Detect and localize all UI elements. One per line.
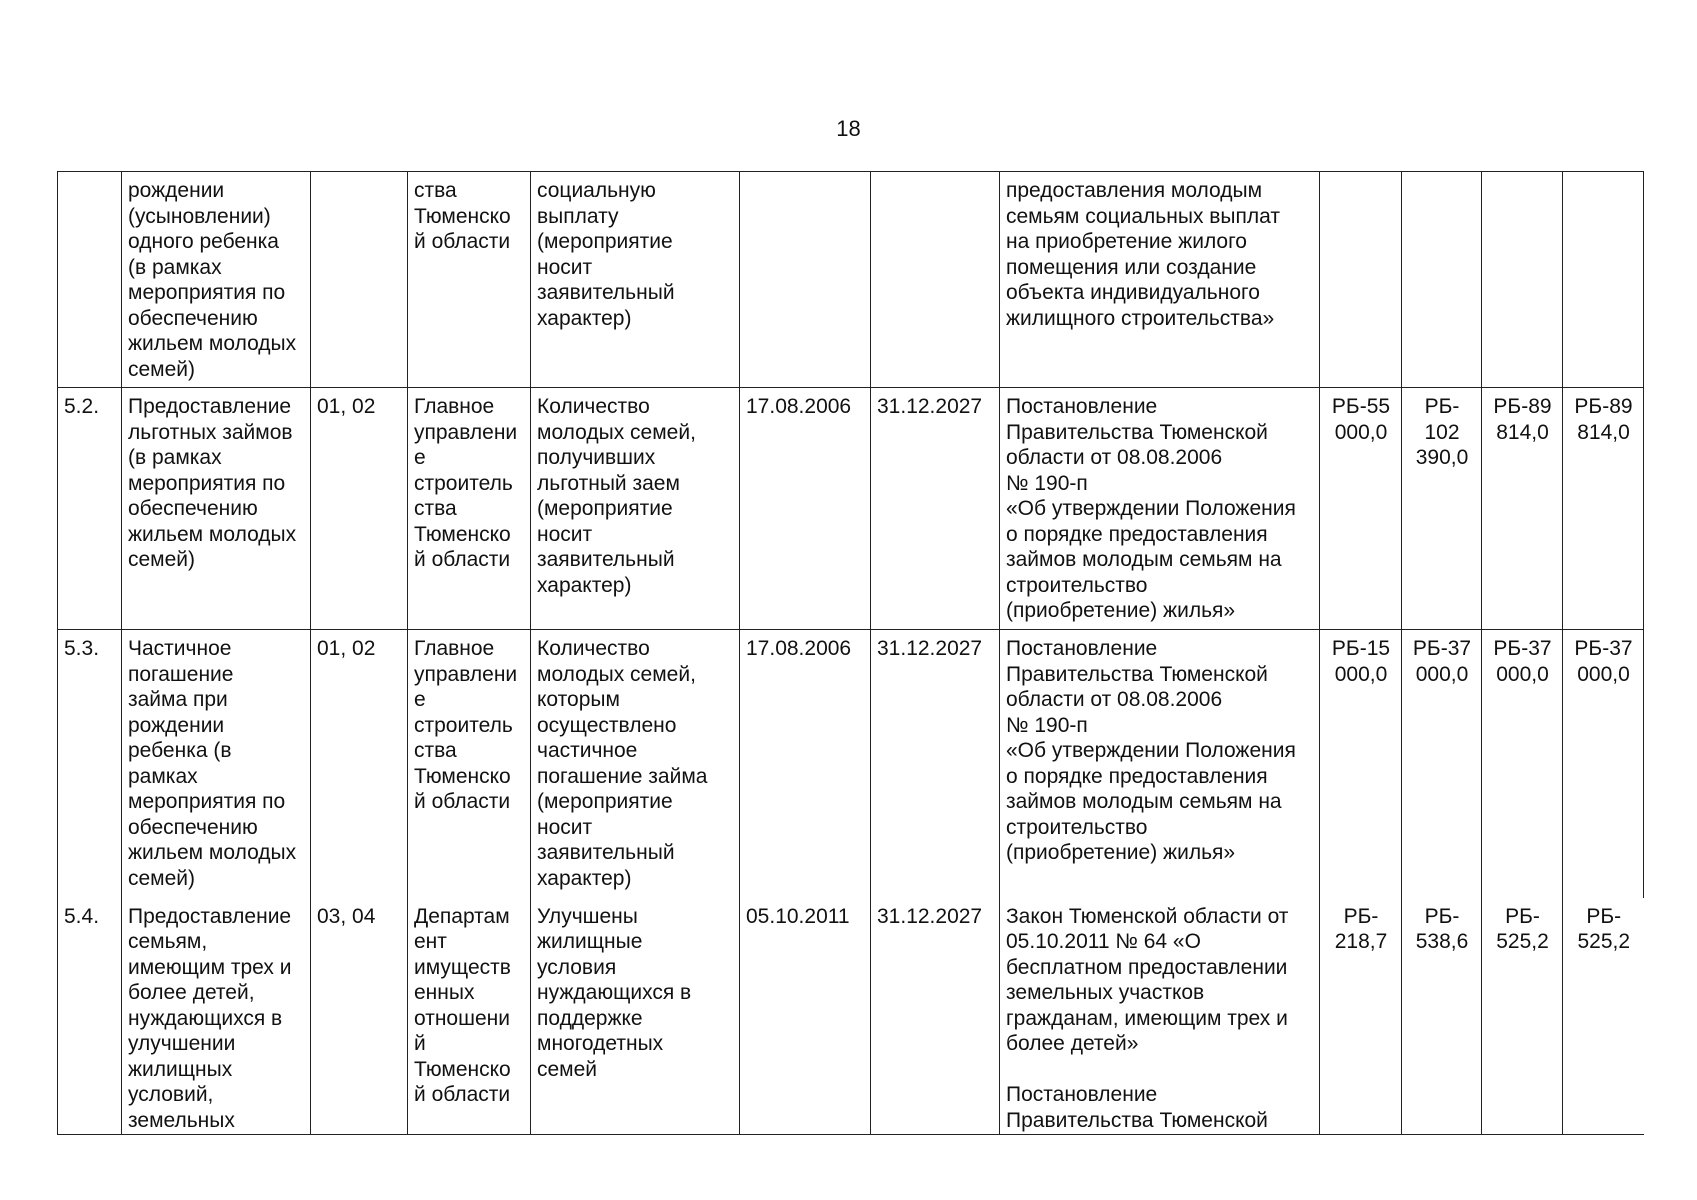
cell-text-line: семьям, xyxy=(128,930,208,953)
cell-text-line: жилищные xyxy=(537,930,643,953)
cell-text-line: (усыновлении) xyxy=(128,204,271,228)
cell-text-line: 05.10.2011 № 64 «О xyxy=(1006,930,1201,953)
start-date-cell xyxy=(740,172,871,388)
cell-text-line: 000,0 xyxy=(1577,662,1630,686)
cell-text-line: молодых семей, xyxy=(537,662,696,686)
cell-text-line: рождении xyxy=(128,179,225,202)
cell-text-line: семей xyxy=(537,1057,598,1081)
start-date-cell xyxy=(740,898,871,1135)
cell-text-line: займов молодым семьям на xyxy=(1006,548,1282,571)
code-cell xyxy=(311,172,408,388)
cell-text-line: 01, 02 xyxy=(317,395,376,418)
table-row xyxy=(58,898,1644,1135)
row-number-cell xyxy=(58,630,122,898)
cell-text-line: Частичное xyxy=(128,637,232,660)
cell-text-line: строительство xyxy=(1006,573,1148,597)
cell-text-line: выплату xyxy=(537,204,619,228)
cell-text-line: помещения или создание xyxy=(1006,255,1257,279)
table-row xyxy=(58,172,1644,388)
measure-name-cell xyxy=(122,898,311,1135)
row-number-cell xyxy=(58,388,122,630)
cell-text-line: обеспечению xyxy=(128,306,258,330)
cell-text-line: области от 08.08.2006 xyxy=(1006,688,1223,711)
cell-text-line: условия xyxy=(537,955,617,979)
indicator-cell xyxy=(531,898,740,1135)
cell-text-line: мероприятия по xyxy=(128,471,286,495)
cell-text-line: займов молодым семьям на xyxy=(1006,790,1282,813)
measure-name-cell xyxy=(122,388,311,630)
cell-text-line: 814,0 xyxy=(1496,420,1549,444)
cell-text-line: № 190-п xyxy=(1006,471,1088,495)
cell-text-line: займа при xyxy=(128,688,228,711)
cell-text-line: предоставления молодым xyxy=(1006,179,1263,202)
cell-text-line: Департам xyxy=(414,904,510,928)
cell-text-line: (мероприятие xyxy=(537,497,673,520)
cell-text-line: объекта индивидуального xyxy=(1006,281,1260,304)
cell-text-line: Постановление xyxy=(1006,637,1158,660)
cell-text-line: 390,0 xyxy=(1415,446,1469,469)
indicator-cell xyxy=(531,172,740,388)
indicator-cell xyxy=(531,388,740,630)
cell-text-line: (в рамках xyxy=(128,446,222,469)
cell-text-line: многодетных xyxy=(537,1032,664,1055)
cell-text-line: Главное xyxy=(414,637,495,660)
cell-text-line: характер) xyxy=(537,573,632,597)
cell-text-line: 000,0 xyxy=(1415,662,1469,686)
cell-text-line: РБ-37 xyxy=(1493,637,1552,660)
cell-text-line: Количество xyxy=(537,637,650,660)
executor-cell xyxy=(408,630,531,898)
legal-basis-cell xyxy=(1000,630,1320,898)
cell-text-line: Правительства Тюменской xyxy=(1006,1108,1268,1132)
cell-text-line: земельных участков xyxy=(1006,981,1205,1004)
funding-year-3-cell xyxy=(1482,630,1563,898)
funding-year-1-cell xyxy=(1320,388,1402,630)
cell-text-line: строитель xyxy=(414,471,513,495)
cell-text-line: № 190-п xyxy=(1006,713,1088,737)
cell-text-line: улучшении xyxy=(128,1032,236,1055)
cell-text-line: ребенка (в xyxy=(128,739,232,762)
cell-text-line: семьям социальных выплат xyxy=(1006,204,1280,228)
cell-text-line: более детей» xyxy=(1006,1032,1139,1055)
code-cell xyxy=(311,630,408,898)
funding-year-3-cell xyxy=(1482,898,1563,1135)
cell-text-line: 03, 04 xyxy=(317,904,376,928)
funding-year-2-cell xyxy=(1402,630,1482,898)
cell-text-line: Постановление xyxy=(1006,1083,1158,1106)
cell-text-line: 31.12.2027 xyxy=(877,904,983,928)
cell-text-line: имеющим трех и xyxy=(128,955,292,979)
cell-text-line: более детей, xyxy=(128,981,255,1004)
cell-text-line: (приобретение) жилья» xyxy=(1006,599,1236,622)
cell-text-line: й области xyxy=(414,790,511,813)
funding-year-2-cell xyxy=(1402,172,1482,388)
cell-text-line: Правительства Тюменской xyxy=(1006,420,1268,444)
row-number-cell xyxy=(58,172,122,388)
cell-text-line: имуществ xyxy=(414,955,511,979)
cell-text-line: РБ- xyxy=(1424,904,1460,928)
cell-text-line: й области xyxy=(414,1083,511,1106)
cell-text-line: 5.2. xyxy=(64,395,100,418)
cell-text-line: 17.08.2006 xyxy=(746,395,852,418)
cell-text-line: отношени xyxy=(414,1006,510,1030)
cell-text-line: РБ- xyxy=(1586,904,1622,928)
cell-text-line: рождении xyxy=(128,713,225,737)
cell-text-line: обеспечению xyxy=(128,815,258,839)
cell-text-line: рамках xyxy=(128,764,198,788)
cell-text-line: о порядке предоставления xyxy=(1006,764,1268,788)
cell-text-line: жильем молодых xyxy=(128,841,297,864)
cell-text-line: 05.10.2011 xyxy=(746,904,850,928)
cell-text-line: осуществлено xyxy=(537,713,677,737)
funding-year-4-cell xyxy=(1563,630,1644,898)
funding-year-2-cell xyxy=(1402,898,1482,1135)
cell-text-line: социальную xyxy=(537,179,656,202)
cell-text-line: 525,2 xyxy=(1496,930,1549,953)
cell-text-line: 218,7 xyxy=(1334,930,1388,953)
end-date-cell xyxy=(871,630,1000,898)
cell-text-line: погашение xyxy=(128,662,234,686)
cell-text-line: семей) xyxy=(128,357,196,381)
cell-text-line: 538,6 xyxy=(1415,930,1469,953)
measure-name-cell xyxy=(122,630,311,898)
cell-text-line: носит xyxy=(537,815,593,839)
cell-text-line: (в рамках xyxy=(128,255,222,279)
cell-text-line: частичное xyxy=(537,739,638,762)
cell-text-line: области от 08.08.2006 xyxy=(1006,446,1223,469)
cell-text-line: носит xyxy=(537,255,593,279)
cell-text-line: Тюменско xyxy=(414,764,511,788)
cell-text-line: Улучшены xyxy=(537,904,638,928)
cell-text-line: РБ-15 xyxy=(1331,637,1391,660)
cell-text-line: ства xyxy=(414,497,457,520)
cell-text-line: РБ-37 xyxy=(1574,637,1633,660)
cell-text-line: погашение займа xyxy=(537,764,708,788)
cell-text-line: 01, 02 xyxy=(317,637,376,660)
cell-text-line: молодых семей, xyxy=(537,420,696,444)
cell-text-line: (мероприятие xyxy=(537,790,673,813)
end-date-cell xyxy=(871,388,1000,630)
cell-text-line: ства xyxy=(414,179,457,202)
cell-text-line: характер) xyxy=(537,866,632,890)
cell-text-line: земельных xyxy=(128,1108,235,1132)
funding-year-1-cell xyxy=(1320,898,1402,1135)
cell-text-line: носит xyxy=(537,522,593,546)
cell-text-line: поддержке xyxy=(537,1006,643,1030)
cell-text-line: о порядке предоставления xyxy=(1006,522,1268,546)
table-row xyxy=(58,630,1644,898)
cell-text-line: Закон Тюменской области от xyxy=(1006,904,1289,928)
cell-text-line: Предоставление xyxy=(128,395,292,418)
cell-text-line: строительство xyxy=(1006,815,1148,839)
cell-text-line: Тюменско xyxy=(414,204,511,228)
funding-year-2-cell xyxy=(1402,388,1482,630)
funding-year-4-cell xyxy=(1563,172,1644,388)
cell-text-line: заявительный xyxy=(537,548,675,571)
cell-text-line: е xyxy=(414,446,426,469)
cell-text-line: гражданам, имеющим трех и xyxy=(1006,1006,1288,1030)
cell-text-line: нуждающихся в xyxy=(128,1006,283,1030)
cell-text-line: Количество xyxy=(537,395,650,418)
page-number: 18 xyxy=(836,116,861,141)
cell-text-line: 5.3. xyxy=(64,637,100,660)
cell-text-line: (мероприятие xyxy=(537,230,673,253)
cell-text-line: льготных займов xyxy=(128,420,293,444)
cell-text-line: бесплатном предоставлении xyxy=(1006,955,1288,979)
cell-text-line: й области xyxy=(414,548,511,571)
cell-text-line: условий, xyxy=(128,1083,214,1106)
cell-text-line: жильем молодых xyxy=(128,332,297,355)
funding-year-1-cell xyxy=(1320,172,1402,388)
cell-text-line: заявительный xyxy=(537,281,675,304)
cell-text-line: которым xyxy=(537,688,620,711)
cell-text-line: 000,0 xyxy=(1496,662,1549,686)
cell-text-line: мероприятия по xyxy=(128,281,286,304)
funding-year-3-cell xyxy=(1482,388,1563,630)
cell-text-line: семей) xyxy=(128,866,196,890)
cell-text-line: РБ- xyxy=(1343,904,1379,928)
funding-year-4-cell xyxy=(1563,388,1644,630)
measure-name-cell xyxy=(122,172,311,388)
cell-text-line: е xyxy=(414,688,426,711)
legal-basis-cell xyxy=(1000,898,1320,1135)
cell-text-line: ент xyxy=(414,930,447,953)
cell-text-line: «Об утверждении Положения xyxy=(1006,497,1296,520)
cell-text-line: (приобретение) жилья» xyxy=(1006,841,1236,864)
code-cell xyxy=(311,898,408,1135)
cell-text-line: РБ-89 xyxy=(1493,395,1552,418)
legal-basis-cell xyxy=(1000,172,1320,388)
cell-text-line: 31.12.2027 xyxy=(877,395,983,418)
cell-text-line: семей) xyxy=(128,548,196,571)
cell-text-line: РБ-37 xyxy=(1412,637,1472,660)
cell-text-line: на приобретение жилого xyxy=(1006,230,1247,253)
start-date-cell xyxy=(740,630,871,898)
cell-text-line: Главное xyxy=(414,395,495,418)
cell-text-line: й области xyxy=(414,230,511,253)
legal-basis-cell xyxy=(1000,388,1320,630)
cell-text-line: 31.12.2027 xyxy=(877,637,983,660)
cell-text-line xyxy=(1006,1057,1314,1083)
cell-text-line: РБ- xyxy=(1424,395,1460,418)
cell-text-line: льготный заем xyxy=(537,471,680,495)
cell-text-line: РБ-89 xyxy=(1574,395,1633,418)
cell-text-line: жилищных xyxy=(128,1057,233,1081)
cell-text-line: «Об утверждении Положения xyxy=(1006,739,1296,762)
program-measures-table xyxy=(57,171,1644,1135)
cell-text-line: 000,0 xyxy=(1334,662,1388,686)
executor-cell xyxy=(408,898,531,1135)
end-date-cell xyxy=(871,898,1000,1135)
cell-text-line: мероприятия по xyxy=(128,790,286,813)
cell-text-line: нуждающихся в xyxy=(537,981,692,1004)
cell-text-line: 814,0 xyxy=(1577,420,1630,444)
cell-text-line: жильем молодых xyxy=(128,522,297,546)
cell-text-line: РБ- xyxy=(1505,904,1540,928)
end-date-cell xyxy=(871,172,1000,388)
executor-cell xyxy=(408,172,531,388)
row-number-cell xyxy=(58,898,122,1135)
cell-text-line: енных xyxy=(414,981,475,1004)
cell-text-line: й xyxy=(414,1032,426,1055)
cell-text-line: 5.4. xyxy=(64,904,100,928)
funding-year-1-cell xyxy=(1320,630,1402,898)
cell-text-line: Предоставление xyxy=(128,904,292,928)
cell-text-line: обеспечению xyxy=(128,497,258,520)
cell-text-line: строитель xyxy=(414,713,513,737)
cell-text-line: 17.08.2006 xyxy=(746,637,852,660)
cell-text-line: Постановление xyxy=(1006,395,1158,418)
cell-text-line: Тюменско xyxy=(414,522,511,546)
cell-text-line: 102 xyxy=(1424,420,1460,444)
cell-text-line: характер) xyxy=(537,306,632,330)
cell-text-line: 000,0 xyxy=(1334,420,1388,444)
code-cell xyxy=(311,388,408,630)
cell-text-line: управлени xyxy=(414,420,518,444)
cell-text-line: жилищного строительства» xyxy=(1006,306,1275,330)
cell-text-line: заявительный xyxy=(537,841,675,864)
cell-text-line: Тюменско xyxy=(414,1057,511,1081)
executor-cell xyxy=(408,388,531,630)
funding-year-4-cell xyxy=(1563,898,1644,1135)
start-date-cell xyxy=(740,388,871,630)
cell-text-line: Правительства Тюменской xyxy=(1006,662,1268,686)
funding-year-3-cell xyxy=(1482,172,1563,388)
table-row xyxy=(58,388,1644,630)
cell-text-line: получивших xyxy=(537,446,656,469)
cell-text-line: одного ребенка xyxy=(128,230,279,253)
cell-text-line: РБ-55 xyxy=(1331,395,1391,418)
cell-text-line: управлени xyxy=(414,662,518,686)
cell-text-line: ства xyxy=(414,739,457,762)
indicator-cell xyxy=(531,630,740,898)
cell-text-line: 525,2 xyxy=(1577,930,1631,953)
